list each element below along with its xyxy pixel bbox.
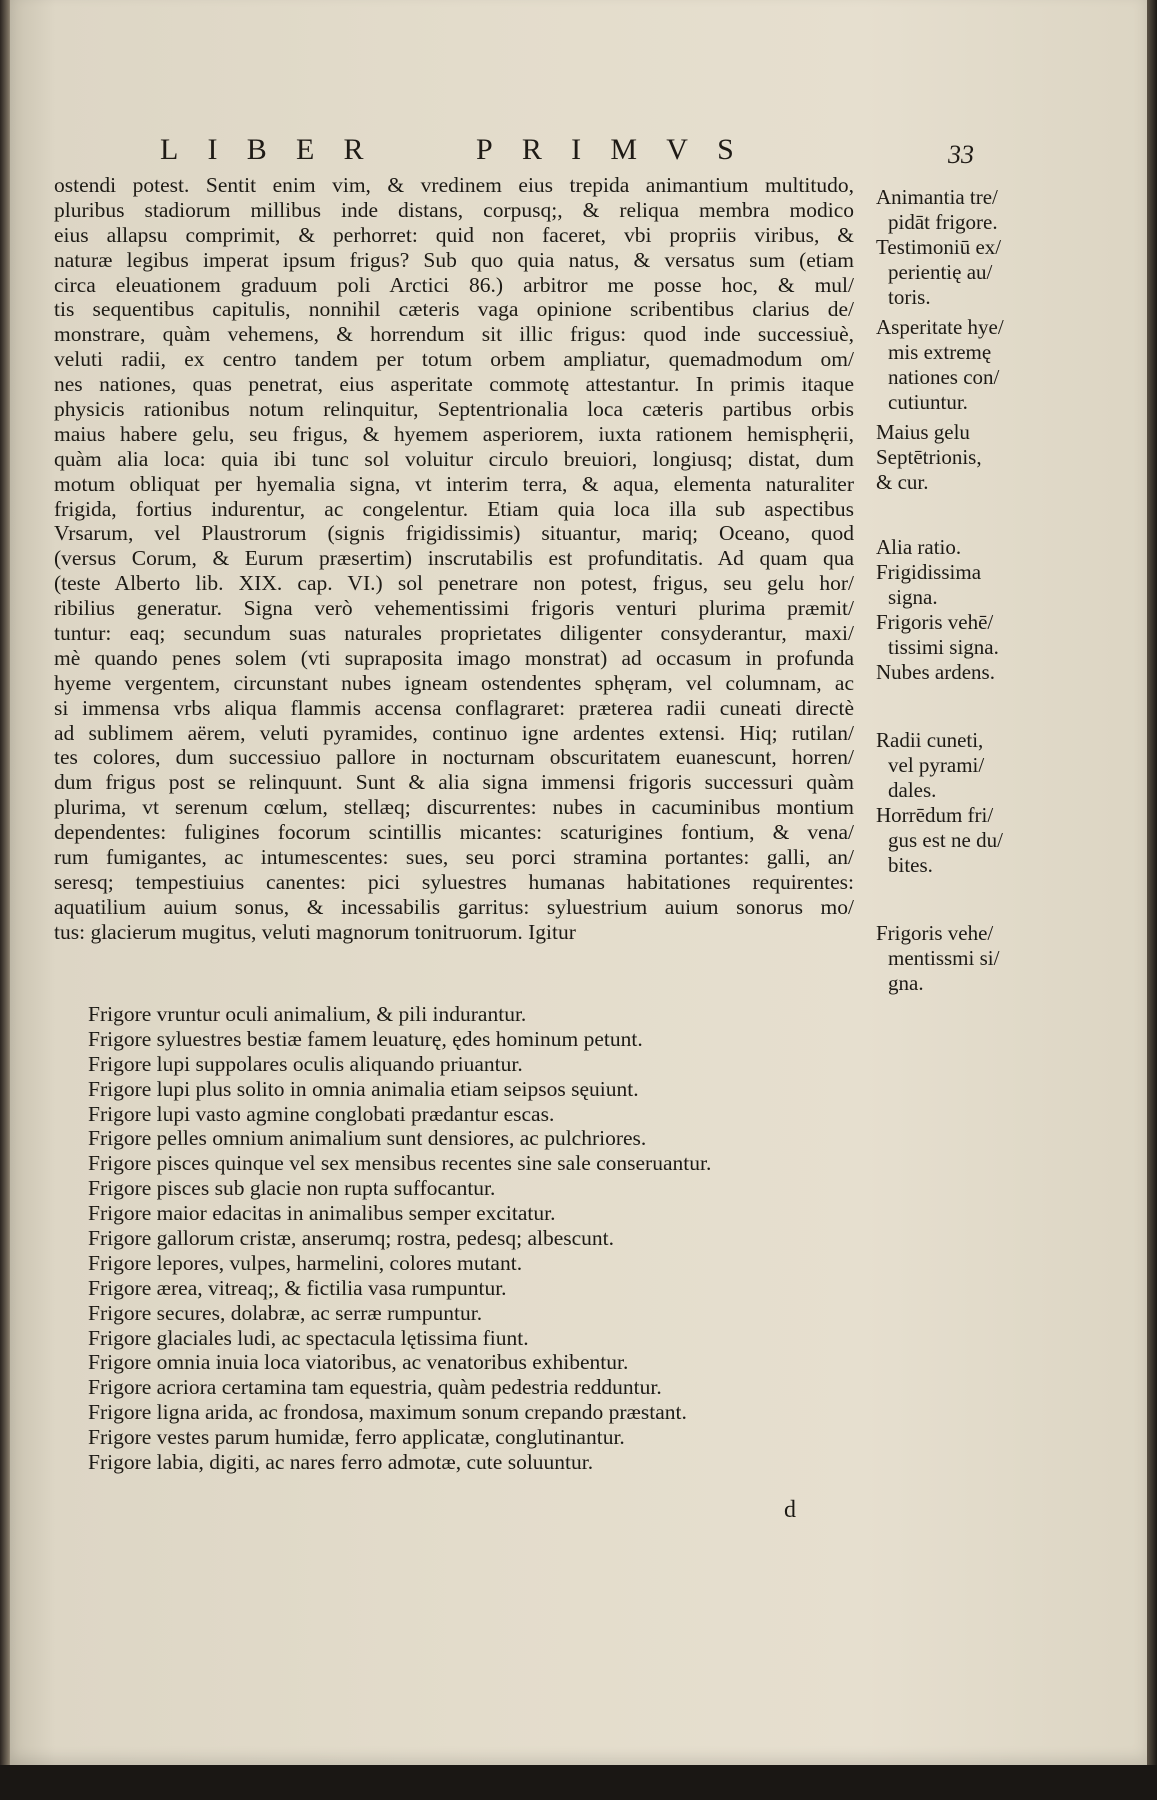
body-line: dum frigus post se relinquunt. Sunt & alia signa immensi frigoris successuri quàm — [54, 770, 854, 795]
marginal-note-line: pidāt frigore. — [888, 210, 998, 234]
list-item: Frigore omnia inuia loca viatoribus, ac venatoribus exhibentur. — [88, 1350, 629, 1375]
page-number: 33 — [948, 140, 974, 169]
body-line: Vrsarum, vel Plaustrorum (signis frigidissimis) situantur, mariq; Oceano, quod — [54, 521, 854, 546]
page-edge — [1147, 0, 1157, 1800]
body-line: physicis rationibus notum relinquitur, Septentrionalia loca cæteris partibus orbis — [54, 397, 854, 422]
marginal-note-line: perientię au/ — [888, 260, 993, 284]
running-head-letter: M — [610, 133, 644, 166]
marginal-note-line: Alia ratio. — [876, 535, 962, 559]
marginal-note-line: signa. — [888, 585, 938, 609]
list-item: Frigore labia, digiti, ac nares ferro admotæ, cute soluuntur. — [88, 1450, 594, 1475]
list-item: Frigore acriora certamina tam equestria, quàm pedestria redduntur. — [88, 1375, 662, 1400]
list-item: Frigore lupi vasto agmine conglobati prædantur escas. — [88, 1101, 555, 1126]
list-item: Frigore glaciales ludi, ac spectacula lętissima fiunt. — [88, 1325, 529, 1350]
body-line: plurima, vt serenum cœlum, stellæq; discurrentes: nubes in cacuminibus montium — [54, 795, 854, 820]
body-line: frigida, fortius indurentur, ac congelentur. Etiam quia loca illa sub aspectibus — [54, 496, 854, 521]
body-line: (versus Corum, & Eurum præsertim) inscrutabilis est profunditatis. Ad quam qua — [54, 546, 854, 571]
list-item: Frigore vruntur oculi animalium, & pili indurantur. — [88, 1002, 527, 1026]
body-line: hyeme vergentem, circunstant nubes igneam ostendentes sphęram, vel columnam, ac — [54, 670, 854, 695]
list-item: Frigore maior edacitas in animalibus semper excitatur. — [88, 1201, 556, 1226]
list-item: Frigore pisces quinque vel sex mensibus recentes sine sale conseruantur. — [88, 1151, 712, 1176]
marginal-note-line: tissimi signa. — [888, 635, 999, 659]
marginal-note-line: cutiuntur. — [888, 390, 968, 414]
body-line: tes colores, dum successiuo pallore in nocturnam obscuritatem euanescunt, horren/ — [54, 745, 854, 770]
body-line: ostendi potest. Sentit enim vim, & vredinem eius trepida animantium multitudo, — [54, 173, 854, 197]
body-line: nes nationes, quas penetrat, eius asperitate commotę attestantur. In primis itaque — [54, 372, 854, 397]
marginal-note-line: mentissmi si/ — [888, 946, 1000, 970]
marginal-note-line: gna. — [888, 971, 924, 995]
list-item: Frigore lupi plus solito in omnia animalia etiam seipsos sęuiunt. — [88, 1076, 639, 1101]
running-head-letter: S — [717, 133, 740, 166]
marginal-note-line: Testimoniū ex/ — [876, 235, 1002, 259]
marginal-note — [876, 420, 982, 495]
marginal-note-line: Frigoris vehē/ — [876, 610, 994, 634]
body-line: maius habere gelu, seu frigus, & hyemem asperiorem, iuxta rationem hemisphęrii, — [54, 421, 854, 446]
running-head-letter: R — [343, 133, 370, 166]
list-item: Frigore syluestres bestiæ famem leuaturę, ędes hominum petunt. — [88, 1026, 643, 1051]
list-item: Frigore pelles omnium animalium sunt densiores, ac pulchriores. — [88, 1126, 647, 1151]
body-line: quàm alia loca: quia ibi tunc sol voluitur circulo breuiori, longiusq; distat, dum — [54, 446, 854, 471]
body-line: mè quando penes solem (vti suprapositа imago monstrat) ad occasum in profunda — [54, 645, 854, 670]
marginal-note — [876, 185, 1001, 310]
body-line: rum fumigantes, ac intumescentes: sues, seu porci stramina portantes: galli, an/ — [54, 845, 854, 870]
marginal-note-line: Frigidissima — [876, 560, 982, 584]
body-line: pluribus stadiorum millibus inde distans, corpusq;, & reliqua membra modico — [54, 197, 854, 222]
marginal-note-line: vel pyrami/ — [888, 753, 985, 777]
marginal-note-line: Nubes ardens. — [876, 660, 995, 684]
marginal-note — [876, 921, 999, 996]
list-item: Frigore vestes parum humidæ, ferro applicatæ, conglutinantur. — [88, 1425, 625, 1450]
marginal-note-line: Septētrionis, — [876, 445, 982, 469]
running-head-letter: B — [246, 133, 273, 166]
running-head-letter: P — [476, 133, 499, 166]
marginal-note-line: Horrēdum fri/ — [876, 803, 994, 827]
body-line: tuntur: eaq; secundum suas naturales proprietates diligenter consyderantur, maxi/ — [54, 621, 854, 646]
signature-mark: d — [784, 1497, 796, 1523]
frigore-list — [88, 1002, 848, 1475]
running-head-letter: I — [207, 133, 224, 166]
marginal-note-line: & cur. — [876, 470, 929, 494]
marginal-note — [876, 315, 1004, 415]
marginal-note-line: Animantia tre/ — [876, 185, 998, 209]
list-item: Frigore ligna arida, ac frondosa, maximum sonum crepando præstant. — [88, 1400, 687, 1425]
running-head-letter: V — [666, 133, 694, 166]
body-line: tus: glacierum mugitus, veluti magnorum tonitruorum. Igitur — [54, 919, 576, 944]
marginal-note-line: mis extremę — [888, 340, 992, 364]
list-item: Frigore pisces sub glacie non rupta suffocantur. — [88, 1176, 496, 1201]
body-line: ad sublimem aërem, veluti pyramides, continuo igne ardentes extensi. Hiq; rutilan/ — [54, 720, 854, 745]
body-line: tis sequentibus capitulis, nonnihil cæteris vaga opinione scribentibus clarius de/ — [54, 297, 854, 322]
marginal-note-line: Frigoris vehe/ — [876, 921, 994, 945]
marginal-note — [876, 535, 999, 685]
body-line: si immensa vrbs aliqua flammis accensa conflagraret: præterea radii cuneati directè — [54, 695, 854, 720]
body-line: dependentes: fuligines focorum scintillis micantes: scaturigines fontium, & vena/ — [54, 820, 854, 845]
marginal-note-line: Asperitate hye/ — [876, 315, 1004, 339]
body-line: circa eleuationem graduum poli Arctici 86.) arbitror me posse hoc, & mul/ — [54, 272, 854, 297]
body-line: aquatilium auium sonus, & incessabilis garritus: syluestrium auium sonorus mo/ — [54, 894, 854, 919]
running-head — [160, 130, 740, 170]
marginal-note — [876, 728, 1003, 878]
body-line: naturæ legibus imperat ipsum frigus? Sub quo quia natus, & versatus sum (etiam — [54, 247, 854, 272]
running-head-letter: E — [296, 133, 321, 166]
marginal-note-line: toris. — [888, 285, 931, 309]
bottom-edge — [0, 1765, 1157, 1800]
body-line: ribilius generatur. Signa verò vehementissimi frigoris venturi plurima præmit/ — [54, 596, 854, 621]
list-item: Frigore gallorum cristæ, anserumq; rostra, pedesq; albescunt. — [88, 1226, 615, 1251]
marginal-note-line: Maius gelu — [876, 420, 970, 444]
body-line: veluti radii, ex centro tandem per totum orbem ampliatur, quemadmodum om/ — [54, 347, 854, 372]
list-item: Frigore secures, dolabræ, ac serræ rumpuntur. — [88, 1300, 483, 1325]
body-paragraph — [54, 173, 854, 945]
running-head-letter: R — [521, 133, 548, 166]
marginal-note-line: Radii cuneti, — [876, 728, 984, 752]
body-line: monstrare, quàm vehemens, & horrendum sit illic frigus: quod inde successiuè, — [54, 322, 854, 347]
body-line: motum obliquat per hyemalia signa, vt interim terra, & aqua, elementa naturaliter — [54, 471, 854, 496]
marginal-note-line: nationes con/ — [888, 365, 1000, 389]
marginal-note-line: bites. — [888, 853, 933, 877]
running-head-letter: L — [160, 133, 185, 166]
body-line: eius allapsu comprimit, & perhorret: quid non faceret, vbi propriis viribus, & — [54, 222, 854, 247]
marginal-note-line: gus est ne du/ — [888, 828, 1003, 852]
running-head-letter: I — [571, 133, 588, 166]
marginal-note-line: dales. — [888, 778, 937, 802]
body-line: (teste Alberto lib. XIX. cap. VI.) sol penetrare non potest, frigus, seu gelu hor/ — [54, 571, 854, 596]
list-item: Frigore lepores, vulpes, harmelini, colores mutant. — [88, 1250, 523, 1275]
list-item: Frigore lupi suppolares oculis aliquando priuantur. — [88, 1051, 523, 1076]
body-line: seresq; tempestiuius canentes: pici syluestres humanas habitationes requirentes: — [54, 869, 854, 894]
list-item: Frigore ærea, vitreaq;, & fictilia vasa rumpuntur. — [88, 1275, 507, 1300]
